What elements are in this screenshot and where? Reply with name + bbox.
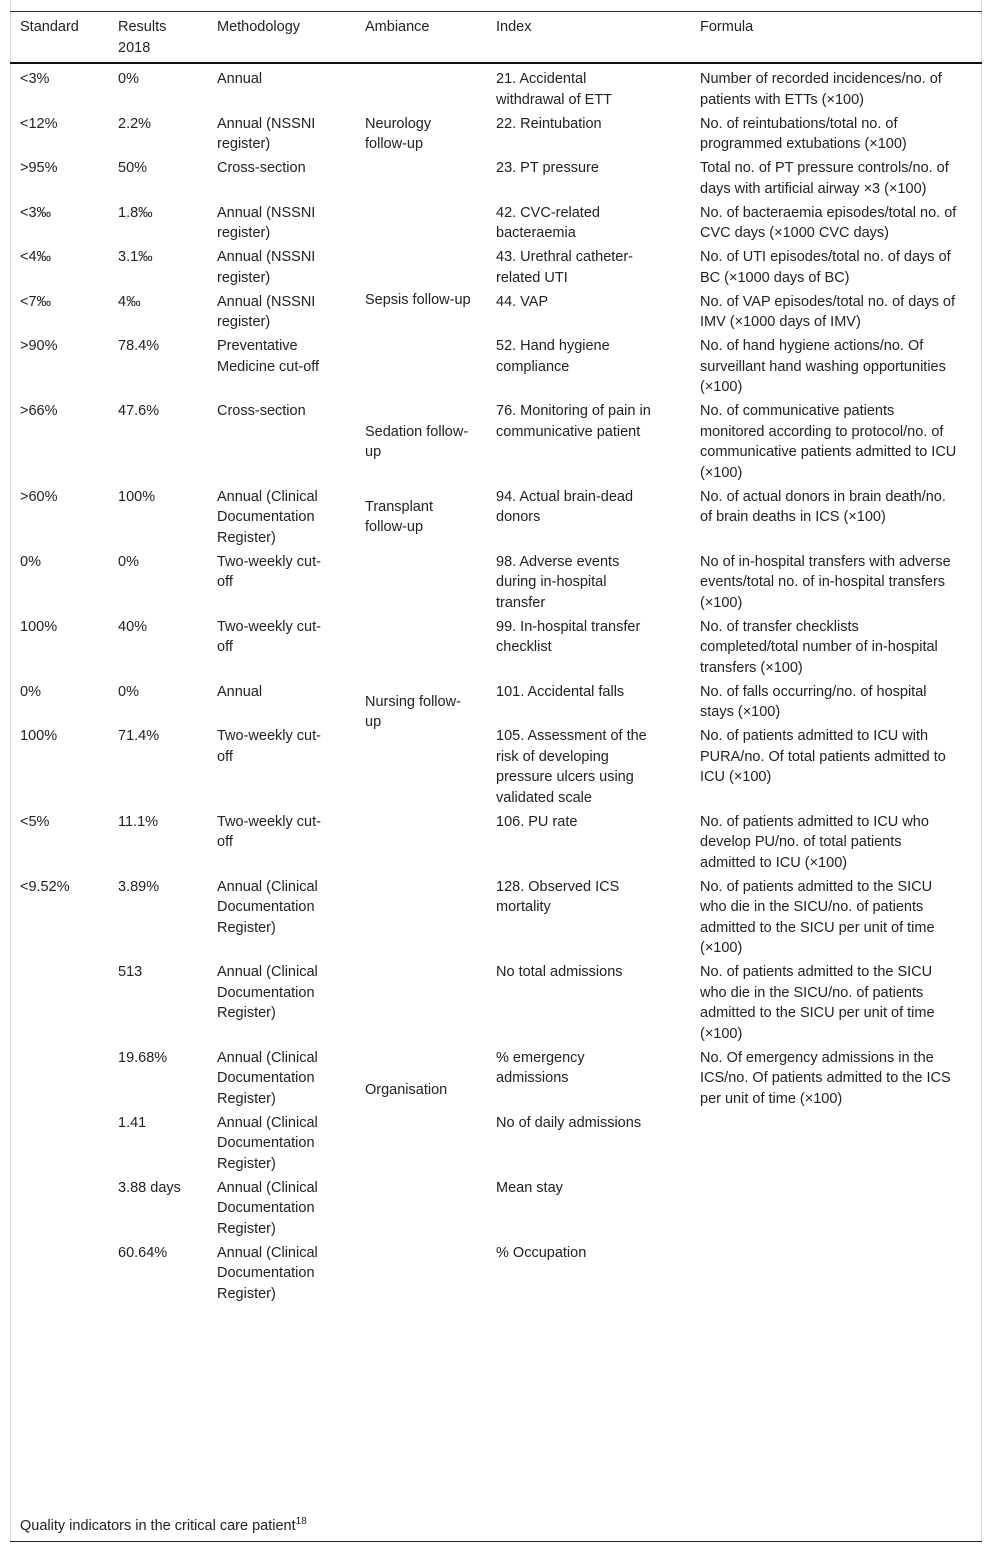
cell-standard: <3‰ <box>20 204 52 221</box>
table-row <box>10 617 982 682</box>
quality-indicators-table <box>10 11 982 1308</box>
table-row <box>10 158 982 203</box>
cell-results: 2.2% <box>118 115 152 132</box>
cell-results: 71.4% <box>118 728 160 744</box>
cell-standard: <12% <box>20 115 58 132</box>
cell-index: 22. Reintubation <box>496 115 602 132</box>
cell-results: 19.68% <box>118 1049 168 1066</box>
cell-index: % Occupation <box>496 1244 587 1261</box>
cell-methodology: Two-weekly cut-off <box>217 728 321 765</box>
cell-index: 23. PT pressure <box>496 160 599 176</box>
cell-methodology: Two-weekly cut-off <box>217 618 321 655</box>
table-row <box>10 247 982 292</box>
cell-results: 60.64% <box>118 1244 168 1261</box>
table-row <box>10 63 982 114</box>
table-bottom-rule <box>10 1541 982 1542</box>
table-header-row <box>10 12 982 64</box>
table-row <box>10 487 982 552</box>
cell-ambiance: Transplant follow-up <box>365 498 433 536</box>
cell-standard <box>10 1113 108 1178</box>
cell-methodology: Annual (Clinical Documentation Register) <box>217 1244 318 1302</box>
table-row <box>10 1243 982 1308</box>
cell-standard: >90% <box>20 338 58 354</box>
cell-formula: No. of transfer checklists completed/total number of in-hospital transfers (×100) <box>700 618 938 676</box>
table-row <box>10 1048 982 1113</box>
cell-methodology: Annual (Clinical Documentation Register) <box>217 1049 318 1107</box>
cell-index: % emergency admissions <box>496 1049 585 1086</box>
cell-standard: <5% <box>20 813 50 830</box>
cell-methodology: Annual (Clinical Documentation Register) <box>217 488 318 546</box>
table-caption <box>20 1512 307 1536</box>
cell-formula: No. of patients admitted to ICU with PURA/no. Of total patients admitted to ICU (×100) <box>700 728 946 785</box>
table-row <box>10 682 982 727</box>
table-row <box>10 336 982 401</box>
cell-methodology: Annual (Clinical Documentation Register) <box>217 964 318 1021</box>
cell-standard: <3% <box>20 71 50 87</box>
cell-index: No total admissions <box>496 964 623 980</box>
cell-index: 43. Urethral catheter-related UTI <box>496 249 634 286</box>
cell-formula: No. of communicative patients monitored according to protocol/no. of communicative patients admitted to ICU (×100) <box>700 403 957 481</box>
cell-formula: No. of patients admitted to ICU who develop PU/no. of total patients admitted to ICU (×100) <box>700 813 929 871</box>
table-row <box>10 1178 982 1243</box>
cell-standard: 100% <box>20 618 58 635</box>
cell-standard <box>10 1243 108 1308</box>
cell-methodology: Annual <box>217 71 263 87</box>
cell-results: 50% <box>118 160 148 176</box>
cell-standard: >60% <box>20 488 58 505</box>
cell-methodology: Annual (NSSNI register) <box>217 204 316 241</box>
cell-index: No of daily admissions <box>496 1114 642 1131</box>
cell-index: 128. Observed ICS mortality <box>496 878 620 915</box>
cell-results: 1.8‰ <box>118 204 153 221</box>
table-row <box>10 114 982 159</box>
cell-standard: <9.52% <box>20 878 70 895</box>
cell-index: 98. Adverse events during in-hospital transfer <box>496 553 620 611</box>
cell-standard <box>10 1048 108 1113</box>
cell-formula: No. of bacteraemia episodes/total no. of CVC days (×1000 CVC days) <box>700 204 957 241</box>
header-ambiance: Ambiance <box>365 19 430 35</box>
cell-standard: 0% <box>20 683 41 700</box>
cell-standard: <4‰ <box>20 249 52 265</box>
cell-formula: No. of falls occurring/no. of hospital stays (×100) <box>700 683 927 720</box>
cell-results: 40% <box>118 618 148 635</box>
cell-standard: 100% <box>20 728 58 744</box>
cell-results: 0% <box>118 553 139 570</box>
cell-standard: >66% <box>20 403 58 419</box>
cell-results: 3.88 days <box>118 1179 181 1196</box>
cell-results: 4‰ <box>118 293 141 310</box>
cell-index: 76. Monitoring of pain in communicative patient <box>496 403 651 440</box>
cell-methodology: Annual (Clinical Documentation Register) <box>217 878 318 936</box>
cell-ambiance: Sedation follow-up <box>365 423 469 460</box>
cell-methodology: Cross-section <box>217 160 306 176</box>
cell-index: 94. Actual brain-dead donors <box>496 488 634 525</box>
cell-methodology: Preventative Medicine cut-off <box>217 338 320 375</box>
table-row <box>10 203 982 248</box>
cell-results: 0% <box>118 683 139 700</box>
table-body <box>10 63 982 1308</box>
cell-index: 99. In-hospital transfer checklist <box>496 618 641 655</box>
cell-index: 21. Accidental withdrawal of ETT <box>496 71 613 108</box>
cell-formula: No. of patients admitted to the SICU who die in the SICU/no. of patients admitted to the SICU per unit of time (×100) <box>700 964 935 1042</box>
cell-ambiance: Neurology follow-up <box>365 115 432 152</box>
table-row <box>10 812 982 877</box>
cell-formula: No. of reintubations/total no. of programmed extubations (×100) <box>700 115 907 152</box>
cell-results: 0% <box>118 71 139 87</box>
cell-methodology: Annual (NSSNI register) <box>217 115 316 152</box>
cell-standard: >95% <box>20 160 58 176</box>
cell-standard <box>10 962 108 1048</box>
cell-methodology: Annual (Clinical Documentation Register) <box>217 1114 318 1172</box>
cell-index: 106. PU rate <box>496 813 578 830</box>
cell-index: 52. Hand hygiene compliance <box>496 338 610 375</box>
table-row <box>10 877 982 963</box>
table-row <box>10 962 982 1048</box>
cell-formula: Number of recorded incidences/no. of patients with ETTs (×100) <box>700 71 942 108</box>
cell-results: 78.4% <box>118 338 160 354</box>
header-formula: Formula <box>700 19 754 35</box>
table-row <box>10 292 982 337</box>
cell-ambiance: Nursing follow-up <box>365 693 461 731</box>
cell-methodology: Annual (Clinical Documentation Register) <box>217 1179 318 1237</box>
cell-results: 11.1% <box>118 813 159 830</box>
cell-formula: No. of patients admitted to the SICU who die in the SICU/no. of patients admitted to the SICU per unit of time (×100) <box>700 878 935 956</box>
cell-methodology: Annual <box>217 683 263 700</box>
cell-formula: Total no. of PT pressure controls/no. of days with artificial airway ×3 (×100) <box>700 160 949 197</box>
header-index: Index <box>496 19 532 35</box>
cell-standard: 0% <box>20 553 41 570</box>
cell-formula <box>690 1243 982 1308</box>
cell-formula <box>690 1113 982 1178</box>
cell-formula: No. Of emergency admissions in the ICS/no. Of patients admitted to the ICS per unit of time (×100) <box>700 1049 951 1107</box>
table-row <box>10 1113 982 1178</box>
cell-results: 513 <box>118 964 143 980</box>
cell-formula: No. of UTI episodes/total no. of days of BC (×1000 days of BC) <box>700 249 951 286</box>
cell-standard <box>10 1178 108 1243</box>
table-row <box>10 726 982 812</box>
cell-results: 100% <box>118 488 156 505</box>
cell-formula: No. of hand hygiene actions/no. Of surveillant hand washing opportunities (×100) <box>700 338 946 395</box>
cell-ambiance: Sepsis follow-up <box>365 291 471 308</box>
cell-formula <box>690 1178 982 1243</box>
cell-formula: No of in-hospital transfers with adverse events/total no. of in-hospital transfers (×100) <box>700 553 951 611</box>
cell-index: 42. CVC-related bacteraemia <box>496 204 600 241</box>
header-standard: Standard <box>20 19 79 35</box>
caption-text: Quality indicators in the critical care patient <box>20 1517 296 1534</box>
cell-methodology: Cross-section <box>217 403 306 419</box>
cell-results: 3.1‰ <box>118 249 153 265</box>
cell-standard: <7‰ <box>20 293 52 310</box>
table-row <box>10 552 982 617</box>
caption-reference: 18 <box>295 1516 307 1527</box>
cell-results: 3.89% <box>118 878 160 895</box>
cell-formula: No. of actual donors in brain death/no. of brain deaths in ICS (×100) <box>700 488 946 525</box>
cell-results: 47.6% <box>118 403 160 419</box>
cell-methodology: Annual (NSSNI register) <box>217 249 316 286</box>
cell-ambiance: Organisation <box>365 1082 448 1098</box>
cell-index: 101. Accidental falls <box>496 683 625 700</box>
cell-methodology: Annual (NSSNI register) <box>217 293 316 330</box>
header-results: Results 2018 <box>118 19 167 56</box>
cell-index: Mean stay <box>496 1179 563 1196</box>
cell-index: 105. Assessment of the risk of developing pressure ulcers using validated scale <box>496 728 647 806</box>
header-methodology: Methodology <box>217 19 301 35</box>
cell-methodology: Two-weekly cut-off <box>217 813 321 850</box>
cell-formula: No. of VAP episodes/total no. of days of IMV (×1000 days of IMV) <box>700 293 955 330</box>
table-row <box>10 401 982 487</box>
cell-methodology: Two-weekly cut-off <box>217 553 321 590</box>
cell-index: 44. VAP <box>496 293 549 310</box>
cell-results: 1.41 <box>118 1114 147 1131</box>
